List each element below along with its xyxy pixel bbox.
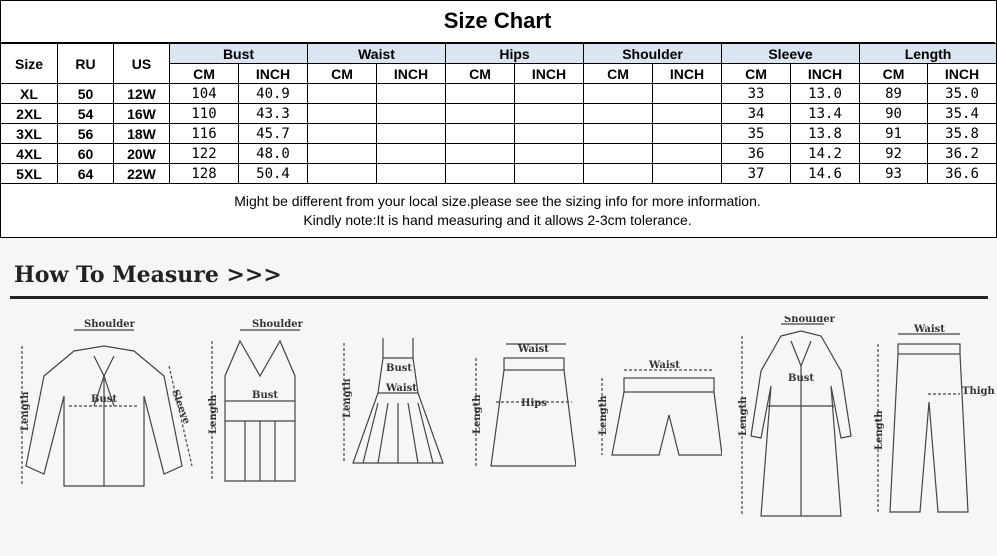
- length-label: Length: [874, 410, 885, 450]
- cell-sleeve-in: 13.0: [791, 84, 860, 104]
- cell-bust-cm: 104: [170, 84, 239, 104]
- cell-bust-cm: 128: [170, 164, 239, 184]
- unit-header: CM: [584, 64, 653, 84]
- header-us: US: [114, 44, 170, 84]
- waist-label: Waist: [386, 383, 417, 394]
- cell-shoulder-in: [653, 164, 722, 184]
- row-us: 22W: [114, 164, 170, 184]
- cell-sleeve-in: 14.2: [791, 144, 860, 164]
- cell-bust-cm: 122: [170, 144, 239, 164]
- row-ru: 50: [58, 84, 114, 104]
- table-row: [1, 144, 997, 164]
- cell-waist-in: [377, 144, 446, 164]
- cell-hips-cm: [446, 104, 515, 124]
- unit-header: CM: [446, 64, 515, 84]
- header-length: Length: [860, 44, 997, 64]
- cell-hips-cm: [446, 164, 515, 184]
- cell-shoulder-in: [653, 104, 722, 124]
- shoulder-label: Shoulder: [252, 319, 303, 330]
- cell-sleeve-cm: 34: [722, 104, 791, 124]
- length-label: Length: [738, 396, 749, 436]
- thigh-label: Thigh: [962, 386, 995, 397]
- header-size: Size: [1, 44, 58, 84]
- length-label: Length: [472, 394, 483, 434]
- cell-hips-cm: [446, 124, 515, 144]
- cell-shoulder-cm: [584, 144, 653, 164]
- cell-waist-in: [377, 104, 446, 124]
- unit-header: INCH: [653, 64, 722, 84]
- blouse-figure: [14, 316, 194, 496]
- size-table: [0, 43, 997, 184]
- cell-length-cm: 92: [860, 144, 928, 164]
- tank-figure: [200, 316, 325, 496]
- coat-figure: [736, 316, 866, 521]
- bust-label: Bust: [386, 363, 412, 374]
- cell-length-in: 35.4: [928, 104, 997, 124]
- cell-length-in: 36.6: [928, 164, 997, 184]
- cell-length-in: 36.2: [928, 144, 997, 164]
- cell-waist-cm: [308, 84, 377, 104]
- cell-hips-in: [515, 104, 584, 124]
- header-shoulder: Shoulder: [584, 44, 722, 64]
- cell-sleeve-in: 14.6: [791, 164, 860, 184]
- row-us: 20W: [114, 144, 170, 164]
- cell-sleeve-in: 13.4: [791, 104, 860, 124]
- cell-length-cm: 89: [860, 84, 928, 104]
- unit-header: CM: [860, 64, 928, 84]
- length-label: Length: [208, 394, 219, 434]
- cell-waist-cm: [308, 104, 377, 124]
- row-us: 12W: [114, 84, 170, 104]
- unit-header: INCH: [377, 64, 446, 84]
- waist-label: Waist: [518, 344, 549, 355]
- cell-hips-cm: [446, 84, 515, 104]
- unit-header: CM: [308, 64, 377, 84]
- unit-header: CM: [170, 64, 239, 84]
- table-row: [1, 84, 997, 104]
- cell-bust-cm: 110: [170, 104, 239, 124]
- cell-shoulder-cm: [584, 124, 653, 144]
- how-to-measure-panel: [0, 238, 997, 556]
- row-ru: 54: [58, 104, 114, 124]
- shoulder-label: Shoulder: [784, 316, 835, 325]
- table-row: [1, 164, 997, 184]
- cell-bust-in: 40.9: [239, 84, 308, 104]
- header-sleeve: Sleeve: [722, 44, 860, 64]
- cell-shoulder-in: [653, 84, 722, 104]
- cell-bust-in: 48.0: [239, 144, 308, 164]
- cell-bust-in: 45.7: [239, 124, 308, 144]
- cell-sleeve-in: 13.8: [791, 124, 860, 144]
- cell-waist-in: [377, 124, 446, 144]
- bust-label: Bust: [252, 390, 278, 401]
- cell-shoulder-in: [653, 124, 722, 144]
- unit-header: INCH: [515, 64, 584, 84]
- row-ru: 64: [58, 164, 114, 184]
- unit-header: INCH: [791, 64, 860, 84]
- row-us: 16W: [114, 104, 170, 124]
- length-label: Length: [342, 378, 353, 418]
- length-label: Length: [598, 395, 609, 435]
- cell-length-cm: 90: [860, 104, 928, 124]
- cell-sleeve-cm: 35: [722, 124, 791, 144]
- cell-waist-in: [377, 164, 446, 184]
- hips-label: Hips: [521, 398, 547, 409]
- pants-figure: [868, 322, 996, 517]
- dress-figure: [338, 333, 448, 478]
- cell-hips-cm: [446, 144, 515, 164]
- header-hips: Hips: [446, 44, 584, 64]
- header-ru: RU: [58, 44, 114, 84]
- cell-hips-in: [515, 144, 584, 164]
- cell-length-cm: 93: [860, 164, 928, 184]
- cell-bust-in: 50.4: [239, 164, 308, 184]
- waist-label: Waist: [914, 324, 945, 335]
- cell-shoulder-cm: [584, 164, 653, 184]
- shoulder-label: Shoulder: [84, 319, 135, 330]
- row-size: XL: [1, 84, 58, 104]
- unit-header: INCH: [239, 64, 308, 84]
- cell-hips-in: [515, 124, 584, 144]
- note-line: Might be different from your local size.please see the sizing info for more information.: [234, 193, 761, 209]
- heading-rule: [10, 296, 988, 299]
- row-size: 3XL: [1, 124, 58, 144]
- skirt-figure: [466, 336, 576, 476]
- sleeve-label: Sleeve: [169, 388, 192, 426]
- shorts-figure: [594, 360, 722, 470]
- header-waist: Waist: [308, 44, 446, 64]
- length-label: Length: [20, 391, 31, 431]
- cell-hips-in: [515, 84, 584, 104]
- notes: [0, 187, 995, 236]
- cell-shoulder-in: [653, 144, 722, 164]
- cell-shoulder-cm: [584, 104, 653, 124]
- row-size: 5XL: [1, 164, 58, 184]
- unit-header: INCH: [928, 64, 997, 84]
- cell-length-cm: 91: [860, 124, 928, 144]
- row-us: 18W: [114, 124, 170, 144]
- unit-header: CM: [722, 64, 791, 84]
- cell-waist-in: [377, 84, 446, 104]
- cell-length-in: 35.0: [928, 84, 997, 104]
- row-size: 2XL: [1, 104, 58, 124]
- header-bust: Bust: [170, 44, 308, 64]
- table-row: [1, 124, 997, 144]
- cell-hips-in: [515, 164, 584, 184]
- cell-length-in: 35.8: [928, 124, 997, 144]
- row-size: 4XL: [1, 144, 58, 164]
- cell-waist-cm: [308, 124, 377, 144]
- cell-waist-cm: [308, 164, 377, 184]
- note-line: Kindly note:It is hand measuring and it allows 2-3cm tolerance.: [303, 212, 692, 228]
- row-ru: 56: [58, 124, 114, 144]
- cell-bust-in: 43.3: [239, 104, 308, 124]
- cell-sleeve-cm: 33: [722, 84, 791, 104]
- cell-bust-cm: 116: [170, 124, 239, 144]
- table-row: [1, 104, 997, 124]
- cell-sleeve-cm: 36: [722, 144, 791, 164]
- cell-shoulder-cm: [584, 84, 653, 104]
- cell-waist-cm: [308, 144, 377, 164]
- bust-label: Bust: [788, 373, 814, 384]
- row-ru: 60: [58, 144, 114, 164]
- bust-label: Bust: [91, 394, 117, 405]
- how-to-measure-heading: How To Measure >>>: [14, 262, 282, 288]
- waist-label: Waist: [649, 360, 680, 371]
- page-title: Size Chart: [0, 0, 995, 43]
- cell-sleeve-cm: 37: [722, 164, 791, 184]
